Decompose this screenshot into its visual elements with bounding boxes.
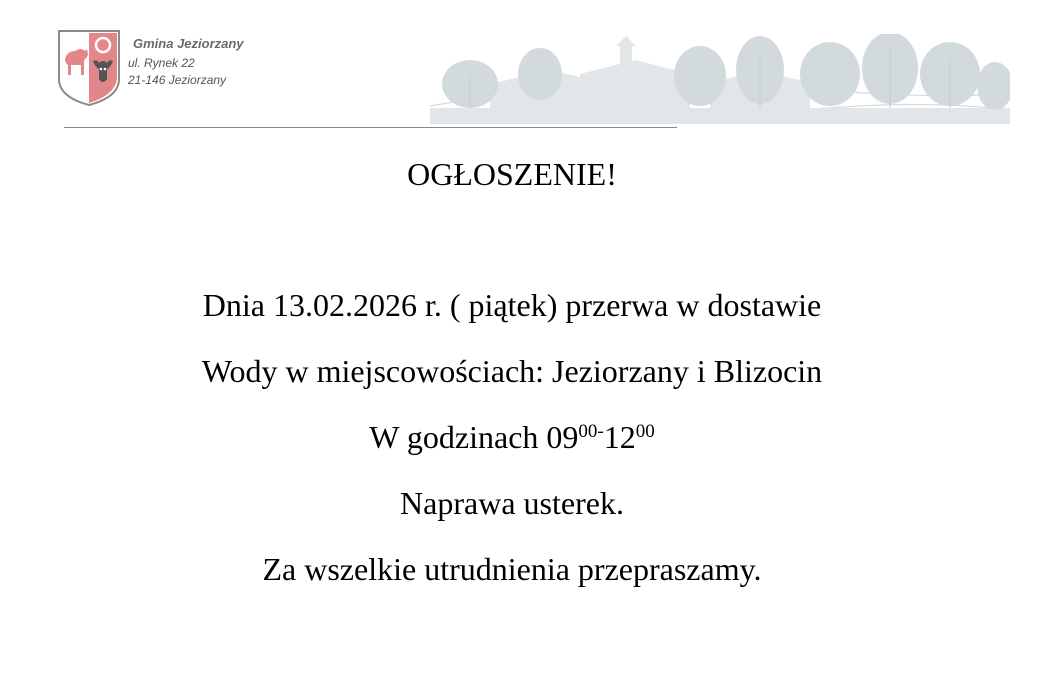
hours-prefix: W godzinach 09 bbox=[369, 419, 579, 455]
hours-start-minutes: 00- bbox=[578, 421, 604, 442]
announcement-body bbox=[0, 285, 1024, 615]
org-name: Gmina Jeziorzany bbox=[133, 36, 244, 51]
announcement-line-locations: Wody w miejscowościach: Jeziorzany i Blizocin bbox=[201, 353, 823, 389]
coat-of-arms-icon bbox=[57, 29, 121, 107]
organization-info bbox=[128, 36, 244, 87]
address-city: 21-146 Jeziorzany bbox=[128, 73, 227, 87]
hours-end-minutes: 00 bbox=[635, 421, 655, 442]
header-divider bbox=[64, 127, 677, 128]
town-landscape-illustration bbox=[430, 34, 1010, 126]
letterhead bbox=[0, 0, 1058, 130]
hours-end: 12 bbox=[603, 419, 636, 455]
announcement-line-date: Dnia 13.02.2026 r. ( piątek) przerwa w dostawie bbox=[202, 287, 822, 323]
announcement-title: OGŁOSZENIE! bbox=[407, 156, 617, 192]
announcement-line-reason: Naprawa usterek. bbox=[400, 485, 624, 521]
address-street: ul. Rynek 22 bbox=[128, 56, 195, 70]
announcement-line-apology: Za wszelkie utrudnienia przepraszamy. bbox=[262, 551, 762, 587]
announcement-line-hours bbox=[0, 417, 1024, 483]
